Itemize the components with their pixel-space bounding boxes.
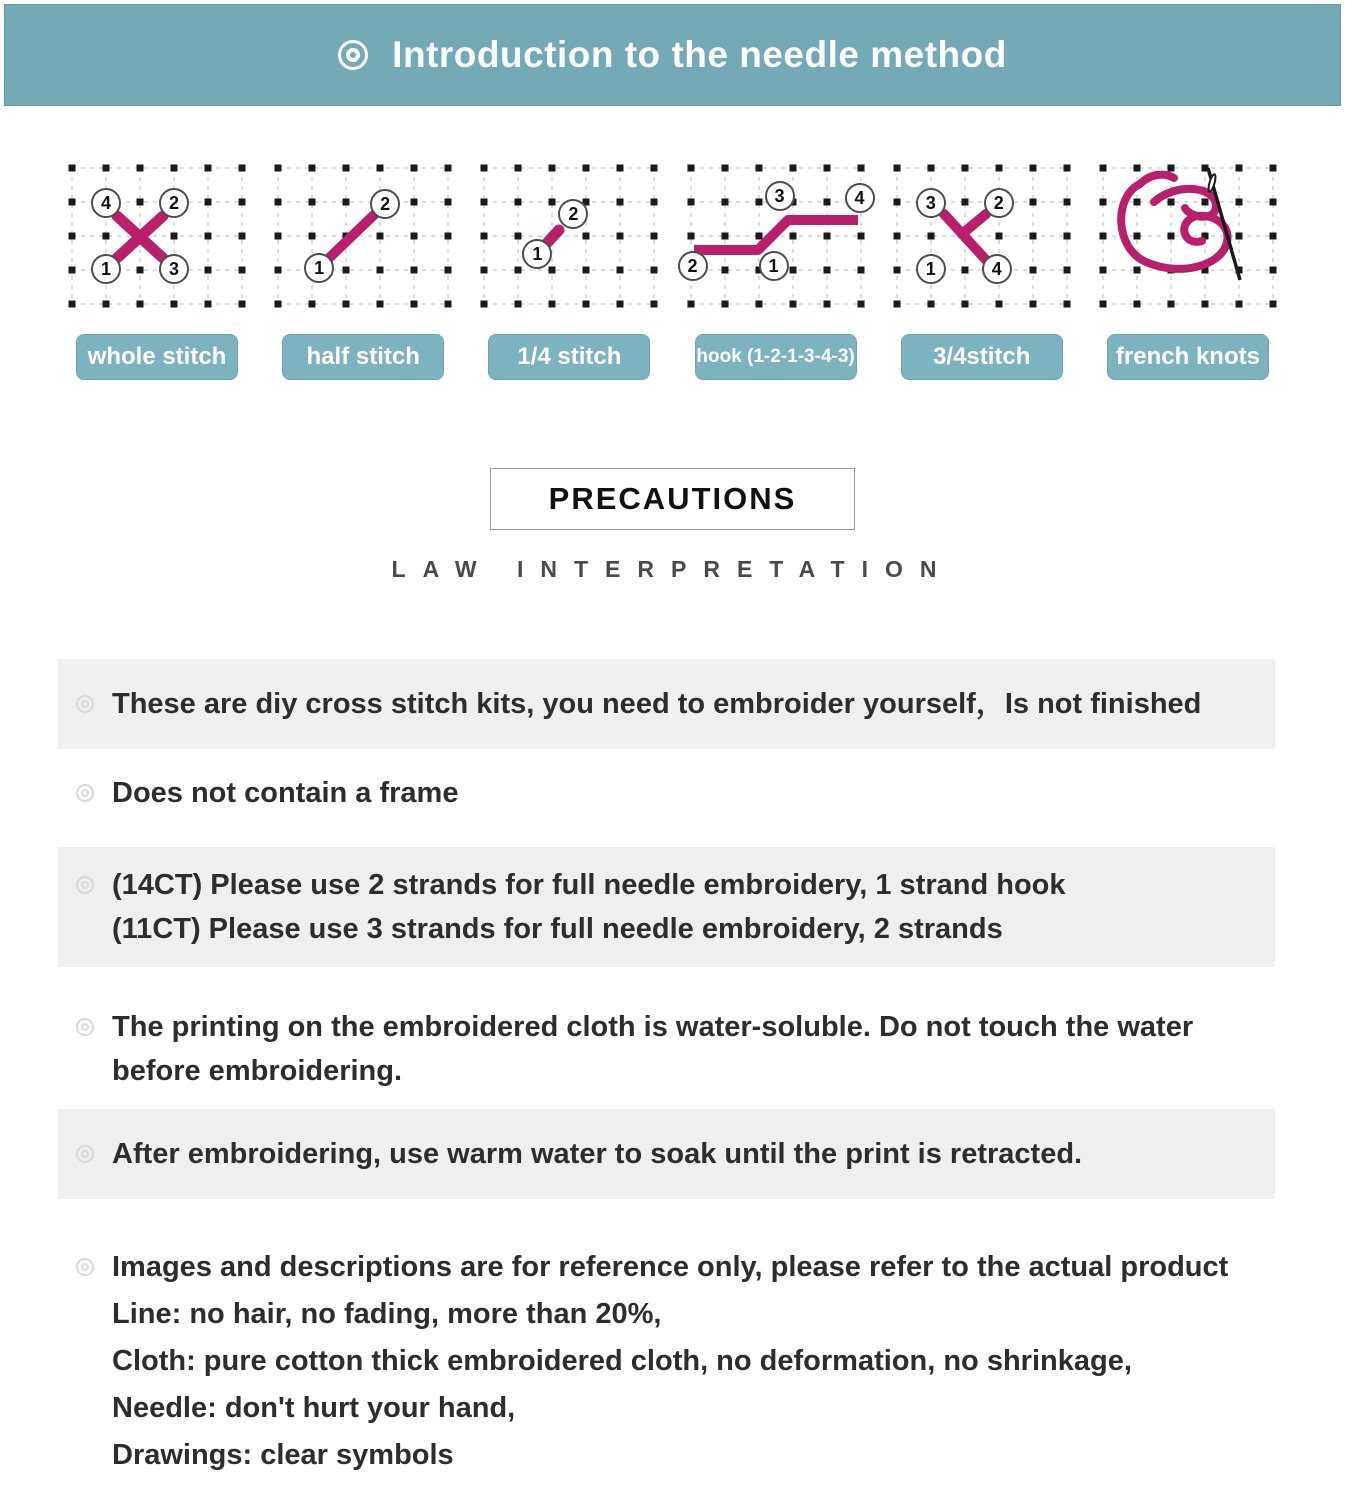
- list-item-text: Line: no hair, no fading, more than 20%,: [112, 1298, 662, 1330]
- dot-grid-icon: [263, 156, 463, 316]
- stitch-label-french-knots: french knots: [1107, 334, 1269, 380]
- list-item: [58, 1245, 1275, 1477]
- list-item: [58, 847, 1275, 967]
- stitch-point-marker: 2: [370, 189, 400, 219]
- list-item-text: Does not contain a frame: [112, 777, 459, 809]
- list-item-text: Needle: don't hurt your hand,: [112, 1392, 516, 1424]
- stitch-label-three-quarter-stitch: 3/4stitch: [901, 334, 1063, 380]
- ring-bullet-icon: [76, 1018, 94, 1036]
- whole-stitch-diagram: [57, 156, 257, 316]
- stitch-point-marker: 3: [916, 188, 946, 218]
- stitch-label-whole-stitch: whole stitch: [76, 334, 238, 380]
- stitch-card-half-stitch: [262, 156, 464, 380]
- list-item-text: (11CT) Please use 3 strands for full needle embroidery, 2 strands: [112, 913, 1003, 945]
- precautions-subtitle: LAW INTERPRETATION: [391, 556, 954, 582]
- ring-bullet-icon: [76, 1145, 94, 1163]
- list-item-text: (14CT) Please use 2 strands for full needle embroidery, 1 strand hook: [112, 869, 1066, 901]
- dot-grid-icon: [1088, 156, 1288, 316]
- ring-bullet-icon: [76, 784, 94, 802]
- ring-bullet-icon: [76, 695, 94, 713]
- french-knots-diagram: [1088, 156, 1288, 316]
- stitch-point-marker: 2: [678, 251, 708, 281]
- list-item-text: The printing on the embroidered cloth is water-soluble. Do not touch the water: [112, 1011, 1194, 1043]
- stitch-diagram-row: [56, 156, 1289, 380]
- dot-grid-icon: [57, 156, 257, 316]
- stitch-card-hook: [675, 156, 877, 380]
- stitch-card-three-quarter-stitch: [881, 156, 1083, 380]
- stitch-point-marker: 2: [558, 199, 588, 229]
- stitch-label-quarter-stitch: 1/4 stitch: [488, 334, 650, 380]
- list-item-text: These are diy cross stitch kits, you need to embroider yourself，Is not finished: [112, 688, 1202, 720]
- stitch-label-hook: hook (1-2-1-3-4-3): [695, 334, 857, 380]
- list-item-text: Cloth: pure cotton thick embroidered cloth, no deformation, no shrinkage,: [112, 1345, 1132, 1377]
- dot-grid-icon: [469, 156, 669, 316]
- stitch-point-marker: 1: [759, 251, 789, 281]
- stitch-point-marker: 4: [91, 188, 121, 218]
- stitch-card-french-knots: [1087, 156, 1289, 380]
- list-item-text: Drawings: clear symbols: [112, 1439, 454, 1471]
- list-item: [58, 1005, 1275, 1093]
- stitch-point-marker: 3: [159, 254, 189, 284]
- stitch-card-quarter-stitch: [468, 156, 670, 380]
- list-item: [58, 1109, 1275, 1199]
- list-item-text: before embroidering.: [112, 1055, 403, 1087]
- hook-stitch-diagram: [676, 156, 876, 316]
- ring-bullet-icon: [76, 876, 94, 894]
- precautions-title-box: PRECAUTIONS: [490, 468, 856, 530]
- precautions-list: [0, 659, 1345, 1477]
- half-stitch-diagram: [263, 156, 463, 316]
- header-banner: [4, 4, 1341, 106]
- list-item: [58, 771, 1275, 815]
- quarter-stitch-diagram: [469, 156, 669, 316]
- dot-grid-icon: [676, 156, 876, 316]
- stitch-point-marker: 4: [845, 183, 875, 213]
- ring-bullet-icon: [76, 1258, 94, 1276]
- page-title: Introduction to the needle method: [392, 34, 1007, 75]
- stitch-point-marker: 1: [916, 254, 946, 284]
- stitch-label-half-stitch: half stitch: [282, 334, 444, 380]
- stitch-point-marker: 3: [765, 181, 795, 211]
- stitch-point-marker: 1: [91, 254, 121, 284]
- stitch-point-marker: 4: [982, 254, 1012, 284]
- stitch-card-whole-stitch: [56, 156, 258, 380]
- stitch-point-marker: 2: [159, 188, 189, 218]
- three-quarter-stitch-diagram: [882, 156, 1082, 316]
- stitch-point-marker: 1: [304, 253, 334, 283]
- bullseye-icon: [338, 40, 368, 70]
- stitch-point-marker: 1: [522, 239, 552, 269]
- stitch-point-marker: 2: [984, 188, 1014, 218]
- list-item-text: After embroidering, use warm water to soak until the print is retracted.: [112, 1138, 1083, 1170]
- dot-grid-icon: [882, 156, 1082, 316]
- list-item-text: Images and descriptions are for reference only, please refer to the actual product: [112, 1251, 1229, 1283]
- list-item: [58, 659, 1275, 749]
